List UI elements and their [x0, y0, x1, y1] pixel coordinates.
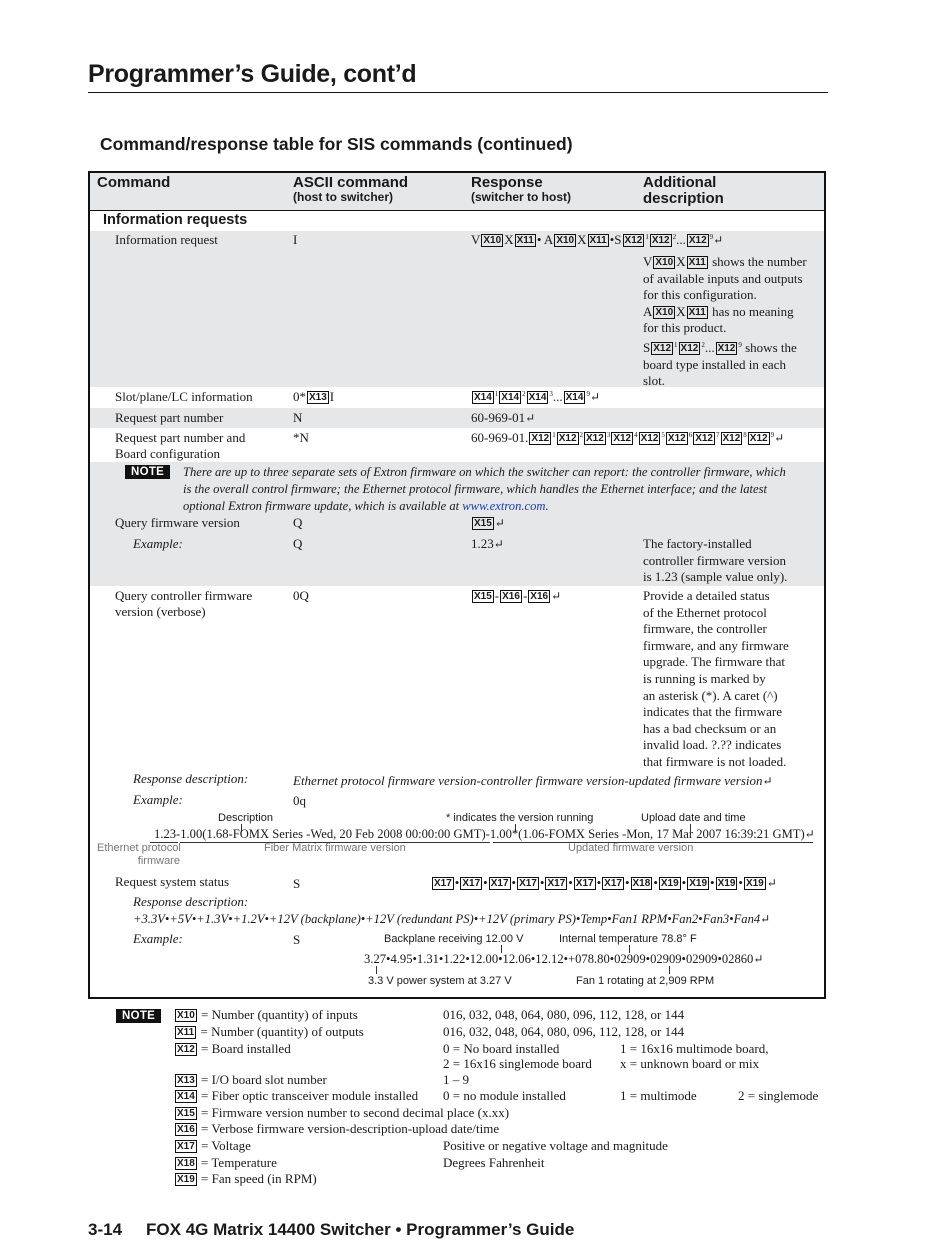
return-icon: ↵: [551, 589, 562, 603]
desc-information-request: V X10 X X11 shows the number of available inputs and outputs for this configuration. A X10 X X11 has no meaning for this product. S X12 $^1$ X12 $^2$... X12 $^9$ shows the board type installed in each slot.: [643, 254, 807, 389]
cmd-query-verbose-2: version (verbose): [115, 604, 206, 619]
legend-x14: X14 = Fiber optic transceiver module installed: [177, 1088, 419, 1103]
cmd-system-status: Request system status: [115, 874, 230, 889]
col-header-ascii-sub: (host to switcher): [293, 190, 394, 204]
cmd-slot-info: Slot/plane/LC information: [115, 389, 253, 404]
example-label: Example:: [133, 536, 183, 551]
ascii-query-firmware: Q: [293, 515, 303, 530]
example-ascii-s: S: [293, 932, 301, 947]
annotation-running: * indicates the version running: [446, 812, 594, 824]
example-label: Example:: [133, 792, 183, 807]
legend-x12-values-2: 1 = 16x16 multimode board,: [620, 1041, 769, 1056]
col-header-command: Command: [97, 174, 171, 191]
annotation-fan: Fan 1 rotating at 2,909 RPM: [576, 975, 715, 987]
return-icon: ↵: [525, 411, 536, 425]
legend-x13-values: 1 – 9: [443, 1072, 469, 1087]
legend-x13: X13 = I/O board slot number: [177, 1072, 327, 1087]
response-part-number: 60-969-01↵: [471, 410, 536, 425]
cmd-part-config: Request part number and: [115, 430, 246, 445]
note-tag: NOTE: [125, 465, 170, 479]
example-verbose-response: 1.23-1.00(1.68-FOMX Series -Wed, 20 Feb 2008 00:00:00 GMT)-1.00*(1.06-FOMX Series -Mon, 17 Mar 2007 16:39:21 GMT)↵: [154, 827, 815, 841]
ascii-part-number: N: [293, 410, 303, 425]
annotation-upload: Upload date and time: [641, 812, 746, 824]
legend-x10-values: 016, 032, 048, 064, 080, 096, 112, 128, or 144: [443, 1007, 685, 1022]
example-response-q: 1.23↵: [471, 536, 504, 551]
annotation-ethernet: Ethernet protocol firmware: [97, 842, 181, 867]
legend-x15: X15 = Firmware version number to second decimal place (x.xx): [177, 1105, 510, 1120]
response-description-verbose: Ethernet protocol firmware version-controller firmware version-updated firmware version↵: [293, 773, 773, 788]
ascii-slot-info: 0* X13 I: [293, 389, 335, 404]
return-icon: ↵: [494, 516, 505, 530]
legend-x12-values-4: x = unknown board or mix: [620, 1056, 760, 1071]
legend-x14-values-2: 1 = multimode: [620, 1088, 697, 1103]
cmd-part-number: Request part number: [115, 410, 224, 425]
return-icon: ↵: [774, 431, 785, 445]
response-query-verbose: X15 - X16 - X16 ↵: [474, 588, 562, 603]
desc-query-verbose: Provide a detailed status of the Ethernet protocol firmware, the controller firmware, and any firmware upgrade. The firmware that is running is marked by an asterisk (*). A caret (^) indicates that the firmware has a bad checksum or an invalid load. ?.?? indicates that firmware is not loaded.: [643, 588, 789, 769]
legend-x19: X19 = Fan speed (in RPM): [177, 1171, 317, 1186]
legend-x17: X17 = Voltage: [177, 1138, 251, 1153]
example-ascii-0q: 0q: [293, 793, 306, 808]
page-number: 3-14: [88, 1220, 123, 1239]
annotation-updated: Updated firmware version: [568, 842, 694, 854]
response-query-firmware: X15 ↵: [474, 516, 505, 530]
response-system-status: X17 • X17 • X17 • X17 • X17 • X17 • X17 • X18 • X19 • X19 • X19 • X19 ↵: [434, 875, 777, 890]
example-status-response: 3.27•4.95•1.31•1.22•12.00•12.06•12.12•+078.80•02909•02909•02909•02860↵: [364, 952, 764, 966]
cmd-query-firmware: Query firmware version: [115, 515, 240, 530]
annotation-description: Description: [218, 812, 274, 824]
legend-x10: X10 = Number (quantity) of inputs: [177, 1007, 358, 1022]
cmd-query-verbose: Query controller firmware: [115, 588, 253, 603]
example-label: Example:: [133, 931, 183, 946]
response-description-label: Response description:: [133, 894, 249, 909]
col-header-ascii: ASCII command: [293, 174, 409, 191]
cmd-part-config-2: Board configuration: [115, 446, 221, 461]
desc-query-firmware: The factory-installed controller firmware version is 1.23 (sample value only).: [643, 536, 788, 585]
page-title: Programmer’s Guide, cont’d: [88, 60, 417, 88]
footer-title: FOX 4G Matrix 14400 Switcher • Programmer’s Guide: [146, 1220, 575, 1239]
response-slot-info: X14 $^1$ X14 $^2$ X14 $^3$... X14 $^9$↵: [474, 389, 600, 404]
response-description-status: +3.3V•+5V•+1.3V•+1.2V•+12V (backplane)•+12V (redundant PS)•+12V (primary PS)•Temp•Fan1 RPM•Fan2•Fan3•Fan4↵: [133, 912, 771, 926]
response-information-request: V X10 X X11 • A X10 X X11 •S X12 $^1$ X12 $^2$... X12 $^9$↵: [471, 232, 724, 247]
annotation-33v: 3.3 V power system at 3.27 V: [368, 975, 512, 987]
example-ascii-q: Q: [293, 536, 303, 551]
section-title: Command/response table for SIS commands (continued): [100, 134, 573, 154]
col-header-description: Additional: [643, 174, 717, 191]
return-icon: ↵: [760, 912, 771, 926]
return-icon: ↵: [713, 233, 724, 247]
legend-x16: X16 = Verbose firmware version-description-upload date/time: [177, 1121, 500, 1136]
legend-x17-values: Positive or negative voltage and magnitude: [443, 1138, 668, 1153]
return-icon: ↵: [766, 876, 777, 890]
legend-x12: X12 = Board installed: [177, 1041, 291, 1056]
annotation-temperature: Internal temperature 78.8° F: [559, 933, 697, 945]
note-firmware-sets: There are up to three separate sets of Extron firmware on which the switcher can report: the controller firmware, which is the overall control firmware; the Ethernet protocol firmware, which handles the Ethernet interface; and the latest optional Extron firmware update, which is available at www.extron.com.: [183, 465, 786, 513]
return-icon: ↵: [493, 537, 504, 551]
legend-x18: X18 = Temperature: [177, 1155, 277, 1170]
annotation-tick: [669, 966, 670, 974]
annotation-fiber: Fiber Matrix firmware version: [264, 842, 406, 854]
ascii-information-request: I: [293, 232, 298, 247]
header-rule: [88, 92, 828, 93]
col-header-response-sub: (switcher to host): [471, 190, 572, 204]
page-footer: [88, 1220, 574, 1240]
return-icon: ↵: [762, 774, 773, 788]
legend-x12-values-3: 2 = 16x16 singlemode board: [443, 1056, 592, 1071]
legend-x14-values-3: 2 = singlemode: [738, 1088, 819, 1103]
legend-x11: X11 = Number (quantity) of outputs: [177, 1024, 364, 1039]
table-header-rule: [90, 210, 824, 211]
response-description-label: Response description:: [133, 771, 249, 786]
return-icon: ↵: [753, 952, 764, 966]
return-icon: ↵: [589, 390, 600, 404]
legend-x18-values: Degrees Fahrenheit: [443, 1155, 545, 1170]
annotation-tick: [376, 966, 377, 974]
legend-x11-values: 016, 032, 048, 064, 080, 096, 112, 128, or 144: [443, 1024, 685, 1039]
legend-x14-values: 0 = no module installed: [443, 1088, 566, 1103]
ascii-query-verbose: 0Q: [293, 588, 309, 603]
col-header-description-2: description: [643, 190, 724, 207]
ascii-part-config: *N: [293, 430, 309, 445]
return-icon: ↵: [804, 827, 815, 841]
col-header-response: Response: [471, 174, 543, 191]
response-part-config: 60-969-01. X12 $^1$ X12 $^2$ X12 $^3$ X12 $^4$ X12 $^5$ X12 $^6$ X12 $^7$ X12 $^8$ X12 $^9$↵: [471, 430, 785, 445]
annotation-backplane: Backplane receiving 12.00 V: [384, 933, 524, 945]
section-information-requests: Information requests: [103, 212, 248, 228]
legend-x12-values: 0 = No board installed: [443, 1041, 560, 1056]
ascii-system-status: S: [293, 876, 301, 891]
extron-link[interactable]: www.extron.com: [462, 499, 546, 513]
legend-note-tag: NOTE: [116, 1009, 161, 1023]
cmd-information-request: Information request: [115, 232, 218, 247]
